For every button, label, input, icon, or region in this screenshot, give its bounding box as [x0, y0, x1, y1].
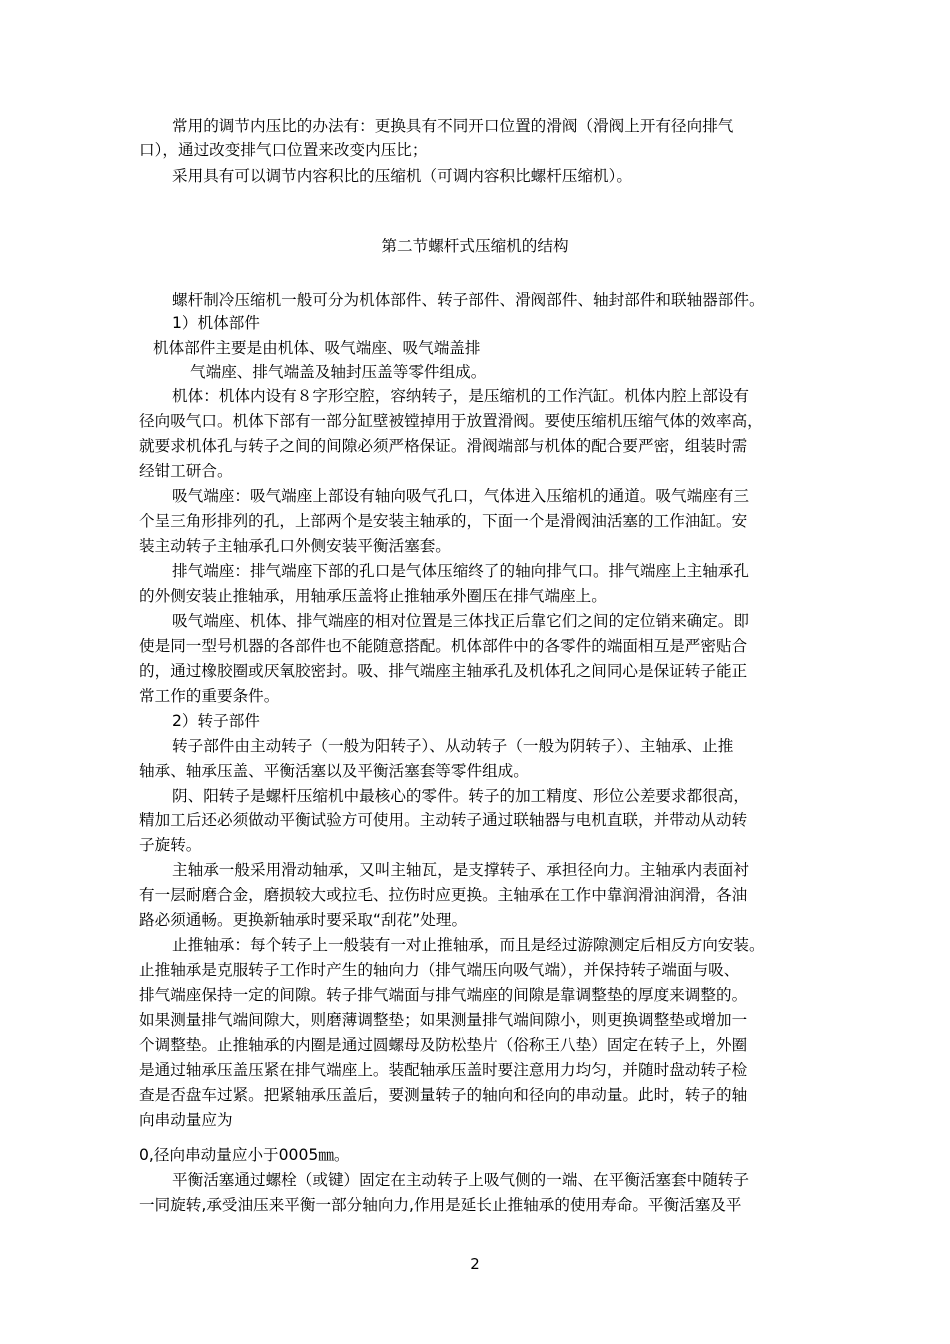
- paragraph-line: 一同旋转,承受油压来平衡一部分轴向力,作用是延长止推轴承的使用寿命。平衡活塞及平: [139, 1196, 742, 1214]
- paragraph-line: 采用具有可以调节内容积比的压缩机（可调内容积比螺杆压缩机）。: [172, 167, 633, 185]
- paragraph-line: 止推轴承是克服转子工作时产生的轴向力（排气端压向吸气端），并保持转子端面与吸、: [139, 961, 740, 979]
- paragraph-line: 就要求机体孔与转子之间的间隙必须严格保证。滑阀端部与机体的配合要严密，组装时需: [139, 437, 748, 455]
- paragraph-line: 向串动量应为: [139, 1111, 233, 1129]
- paragraph-line: 子旋转。: [139, 836, 202, 854]
- paragraph-line: 查是否盘车过紧。把紧轴承压盖后，要测量转子的轴向和径向的串动量。此时，转子的轴: [139, 1086, 748, 1104]
- paragraph-line: 口），通过改变排气口位置来改变内压比；: [139, 141, 428, 159]
- paragraph-line: 如果测量排气端间隙大，则磨薄调整垫；如果测量排气端间隙小，则更换调整垫或增加一: [139, 1011, 748, 1029]
- paragraph-line: 精加工后还必须做动平衡试验方可使用。主动转子通过联轴器与电机直联，并带动从动转: [139, 811, 748, 829]
- paragraph-line: 0,径向串动量应小于0005㎜。: [139, 1146, 350, 1164]
- paragraph-line: 吸气端座：吸气端座上部设有轴向吸气孔口，气体进入压缩机的通道。吸气端座有三: [172, 487, 749, 505]
- paragraph-line: 的，通过橡胶圈或厌氧胶密封。吸、排气端座主轴承孔及机体孔之间同心是保证转子能正: [139, 662, 748, 680]
- paragraph-line: 机体：机体内设有８字形空腔，容纳转子，是压缩机的工作汽缸。机体内腔上部设有: [172, 387, 749, 405]
- paragraph-line: 机体部件主要是由机体、吸气端座、吸气端盖排: [153, 339, 481, 357]
- paragraph-line: 气端座、排气端盖及轴封压盖等零件组成。: [190, 363, 487, 381]
- paragraph-line: 个呈三角形排列的孔，上部两个是安装主轴承的，下面一个是滑阀油活塞的工作油缸。安: [139, 512, 748, 530]
- paragraph-line: 阴、阳转子是螺杆压缩机中最核心的零件。转子的加工精度、形位公差要求都很高，: [172, 787, 749, 805]
- subsection-heading: 2）转子部件: [172, 712, 260, 730]
- paragraph-line: 常用的调节内压比的办法有：更换具有不同开口位置的滑阀（滑阀上开有径向排气: [172, 117, 734, 135]
- paragraph-line: 排气端座：排气端座下部的孔口是气体压缩终了的轴向排气口。排气端座上主轴承孔: [172, 562, 749, 580]
- paragraph-line: 路必须通畅。更换新轴承时要采取“刮花”处理。: [139, 911, 468, 929]
- paragraph-line: 轴承、轴承压盖、平衡活塞以及平衡活塞套等零件组成。: [139, 762, 529, 780]
- paragraph-line: 吸气端座、机体、排气端座的相对位置是三体找正后靠它们之间的定位销来确定。即: [172, 612, 749, 630]
- paragraph-line: 装主动转子主轴承孔口外侧安装平衡活塞套。: [139, 537, 451, 555]
- paragraph-line: 是通过轴承压盖压紧在排气端座上。装配轴承压盖时要注意用力均匀，并随时盘动转子检: [139, 1061, 748, 1079]
- subsection-heading: 1）机体部件: [172, 314, 260, 332]
- paragraph-line: 排气端座保持一定的间隙。转子排气端面与排气端座的间隙是靠调整垫的厚度来调整的。: [139, 986, 748, 1004]
- paragraph-line: 主轴承一般采用滑动轴承，又叫主轴瓦，是支撑转子、承担径向力。主轴承内表面衬: [172, 861, 749, 879]
- paragraph-line: 平衡活塞通过螺栓（或键）固定在主动转子上吸气侧的一端、在平衡活塞套中随转子: [172, 1171, 749, 1189]
- paragraph-line: 有一层耐磨合金，磨损较大或拉毛、拉伤时应更换。主轴承在工作中靠润滑油润滑，各油: [139, 886, 748, 904]
- paragraph-line: 个调整垫。止推轴承的内圈是通过圆螺母及防松垫片（俗称王八垫）固定在转子上，外圈: [139, 1036, 748, 1054]
- paragraph-line: 的外侧安装止推轴承，用轴承压盖将止推轴承外圈压在排气端座上。: [139, 587, 607, 605]
- paragraph-line: 螺杆制冷压缩机一般可分为机体部件、转子部件、滑阀部件、轴封部件和联轴器部件。: [172, 291, 765, 309]
- paragraph-line: 径向吸气口。机体下部有一部分缸壁被镗掉用于放置滑阀。要使压缩机压缩气体的效率高，: [139, 412, 763, 430]
- paragraph-line: 常工作的重要条件。: [139, 687, 280, 705]
- paragraph-line: 经钳工研合。: [139, 462, 233, 480]
- page-number: 2: [470, 1255, 480, 1273]
- paragraph-line: 止推轴承：每个转子上一般装有一对止推轴承，而且是经过游隙测定后相反方向安装。: [172, 936, 765, 954]
- paragraph-line: 使是同一型号机器的各部件也不能随意搭配。机体部件中的各零件的端面相互是严密贴合: [139, 637, 748, 655]
- paragraph-line: 转子部件由主动转子（一般为阳转子）、从动转子（一般为阴转子）、主轴承、止推: [172, 737, 734, 755]
- section-heading: 第二节螺杆式压缩机的结构: [381, 237, 569, 255]
